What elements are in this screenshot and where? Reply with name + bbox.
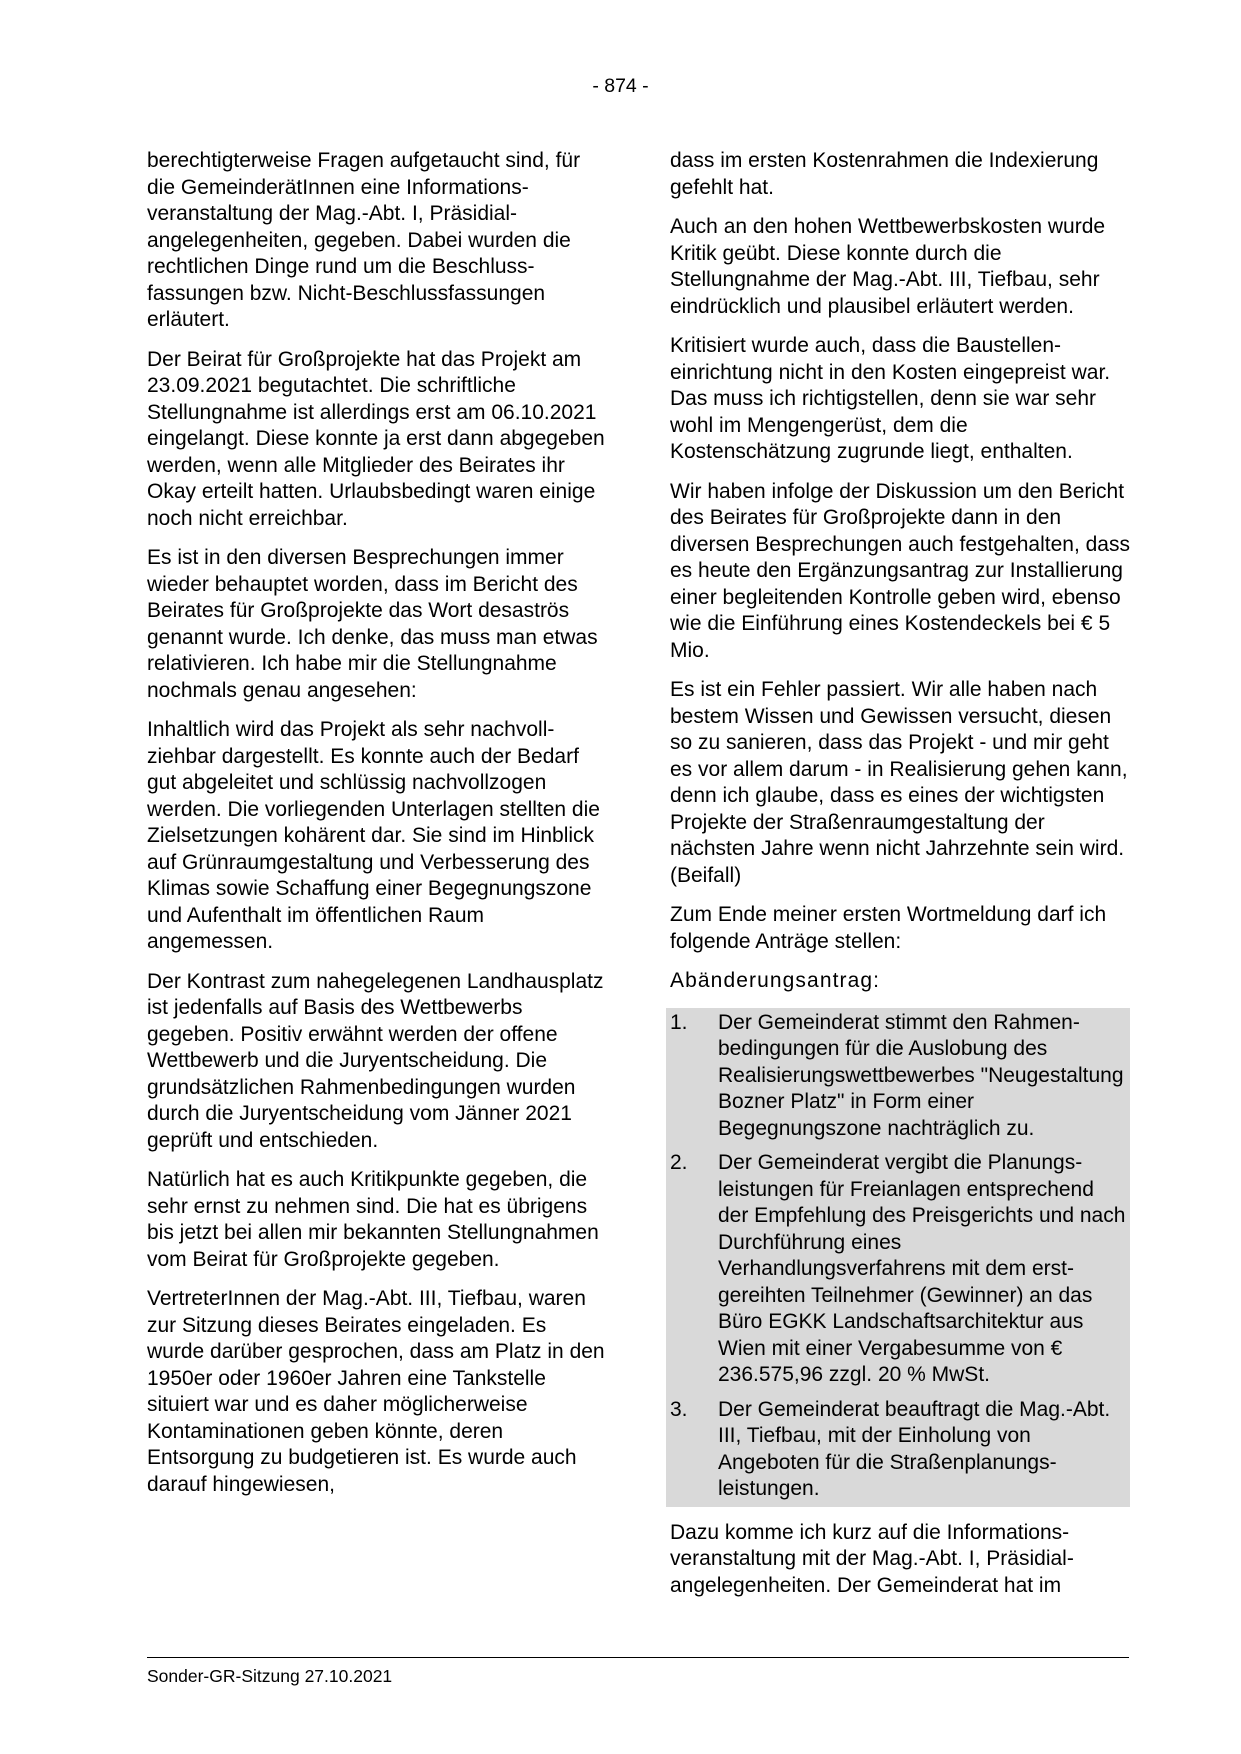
paragraph: Auch an den hohen Wettbewerbskosten wurde Kritik geübt. Diese konnte durch die Stellungnahme der Mag.-Abt. III, Tiefbau, sehr eindrücklich und plausibel erläutert werden.: [670, 215, 1106, 318]
paragraph: Es ist in den diversen Besprechungen immer wieder behauptet worden, dass im Bericht des Beirates für Großprojekte das Wort desaströs genannt wurde. Ich denke, das muss man etwas relativieren. Ich habe mir die Stellungnahme nochmals genau angesehen:: [147, 546, 598, 702]
paragraph: berechtigterweise Fragen aufgetaucht sind, für die GemeinderätInnen eine Informationsveranstaltung der Mag.-Abt. I, Präsidialangelegenheiten, gegeben. Dabei wurden die rechtlichen Dinge rund um die Beschlussfassungen bzw. Nicht-Beschlussfassungen erläutert.: [147, 149, 581, 331]
motion-number: 3.: [670, 1397, 688, 1421]
motion-item: [670, 1010, 1126, 1143]
paragraph: Natürlich hat es auch Kritikpunkte gegeben, die sehr ernst zu nehmen sind. Die hat es übrigens bis jetzt bei allen mir bekannten Stellungnahmen vom Beirat für Großprojekte gegeben.: [147, 1168, 599, 1271]
motion-item: [670, 1397, 1126, 1503]
motion-text: Der Gemeinderat vergibt die Planungsleistungen für Freianlagen entsprechend der Empfehlung des Preisgerichts und nach Durchführung eines Verhandlungsverfahrens mit dem erstgereihten Teilnehmer (Gewinner) an das Büro EGKK Landschaftsarchitektur aus Wien mit einer Vergabesumme von € 236.575,96 zzgl. 20 % MwSt.: [718, 1151, 1126, 1386]
motion-heading: Abänderungsantrag:: [670, 969, 881, 992]
paragraph: Dazu komme ich kurz auf die Informationsveranstaltung mit der Mag.-Abt. I, Präsidialangelegenheiten. Der Gemeinderat hat im: [670, 1520, 1074, 1597]
motion-number: 2.: [670, 1151, 688, 1174]
paragraph: VertreterInnen der Mag.-Abt. III, Tiefbau, waren zur Sitzung dieses Beirates eingeladen. Es wurde darüber gesprochen, dass am Platz in den 1950er oder 1960er Jahren eine Tankstelle situiert war und es daher möglicherweise Kontaminationen geben könnte, deren Entsorgung zu budgetieren ist. Es wurde auch darauf hingewiesen,: [147, 1287, 605, 1496]
left-column: [147, 148, 607, 1511]
paragraph: Zum Ende meiner ersten Wortmeldung darf ich folgende Anträge stellen:: [670, 903, 1107, 953]
paragraph: Kritisiert wurde auch, dass die Baustelleneinrichtung nicht in den Kosten eingepreist war. Das muss ich richtigstellen, denn sie war sehr wohl im Mengengerüst, dem die Kostenschätzung zugrunde liegt, enthalten.: [670, 334, 1111, 463]
motion-text: Der Gemeinderat beauftragt die Mag.-Abt. III, Tiefbau, mit der Einholung von Angeboten für die Straßenplanungsleistungen.: [718, 1397, 1111, 1500]
paragraph: Wir haben infolge der Diskussion um den Bericht des Beirates für Großprojekte dann in den diversen Besprechungen auch festgehalten, dass es heute den Ergänzungsantrag zur Installierung einer begleitenden Kontrolle geben wird, ebenso wie die Einführung eines Kostendeckels bei € 5 Mio.: [670, 479, 1130, 662]
page-number: - 874 -: [592, 75, 649, 97]
motion-item: [670, 1150, 1126, 1389]
paragraph: dass im ersten Kostenrahmen die Indexierung gefehlt hat.: [670, 149, 1099, 199]
paragraph: Inhaltlich wird das Projekt als sehr nachvollziehbar dargestellt. Es konnte auch der Bedarf gut abgeleitet und schlüssig nachvollzogen werden. Die vorliegenden Unterlagen stellten die Zielsetzungen kohärent dar. Sie sind im Hinblick auf Grünraumgestaltung und Verbesserung des Klimas sowie Schaffung einer Begegnungszone und Aufenthalt im öffentlichen Raum angemessen.: [147, 718, 600, 953]
footer-divider: [147, 1657, 1129, 1658]
motion-number: 1.: [670, 1010, 688, 1034]
motion-list: [666, 1008, 1130, 1507]
right-column: [670, 148, 1130, 1612]
paragraph: Der Beirat für Großprojekte hat das Projekt am 23.09.2021 begutachtet. Die schriftliche Stellungnahme ist allerdings erst am 06.10.2021 eingelangt. Diese konnte ja erst dann abgegeben werden, wenn alle Mitglieder des Beirates ihr Okay erteilt hatten. Urlaubsbedingt waren einige noch nicht erreichbar.: [147, 347, 605, 530]
motion-text: Der Gemeinderat stimmt den Rahmenbedingungen für die Auslobung des Realisierungswettbewerbes "Neugestaltung Bozner Platz" in Form einer Begegnungszone nachträglich zu.: [718, 1010, 1124, 1140]
paragraph: Der Kontrast zum nahegelegenen Landhausplatz ist jedenfalls auf Basis des Wettbewerbs gegeben. Positiv erwähnt werden der offene Wettbewerb und die Juryentscheidung. Die grundsätzlichen Rahmenbedingungen wurden durch die Juryentscheidung vom Jänner 2021 geprüft und entschieden.: [147, 969, 604, 1152]
paragraph: Es ist ein Fehler passiert. Wir alle haben nach bestem Wissen und Gewissen versucht, diesen so zu sanieren, dass das Projekt - und mir geht es vor allem darum - in Realisierung gehen kann, denn ich glaube, dass es eines der wichtigsten Projekte der Straßenraumgestaltung der nächsten Jahre wenn nicht Jahrzehnte sein wird. (Beifall): [670, 678, 1128, 887]
footer-text: Sonder-GR-Sitzung 27.10.2021: [147, 1666, 393, 1686]
